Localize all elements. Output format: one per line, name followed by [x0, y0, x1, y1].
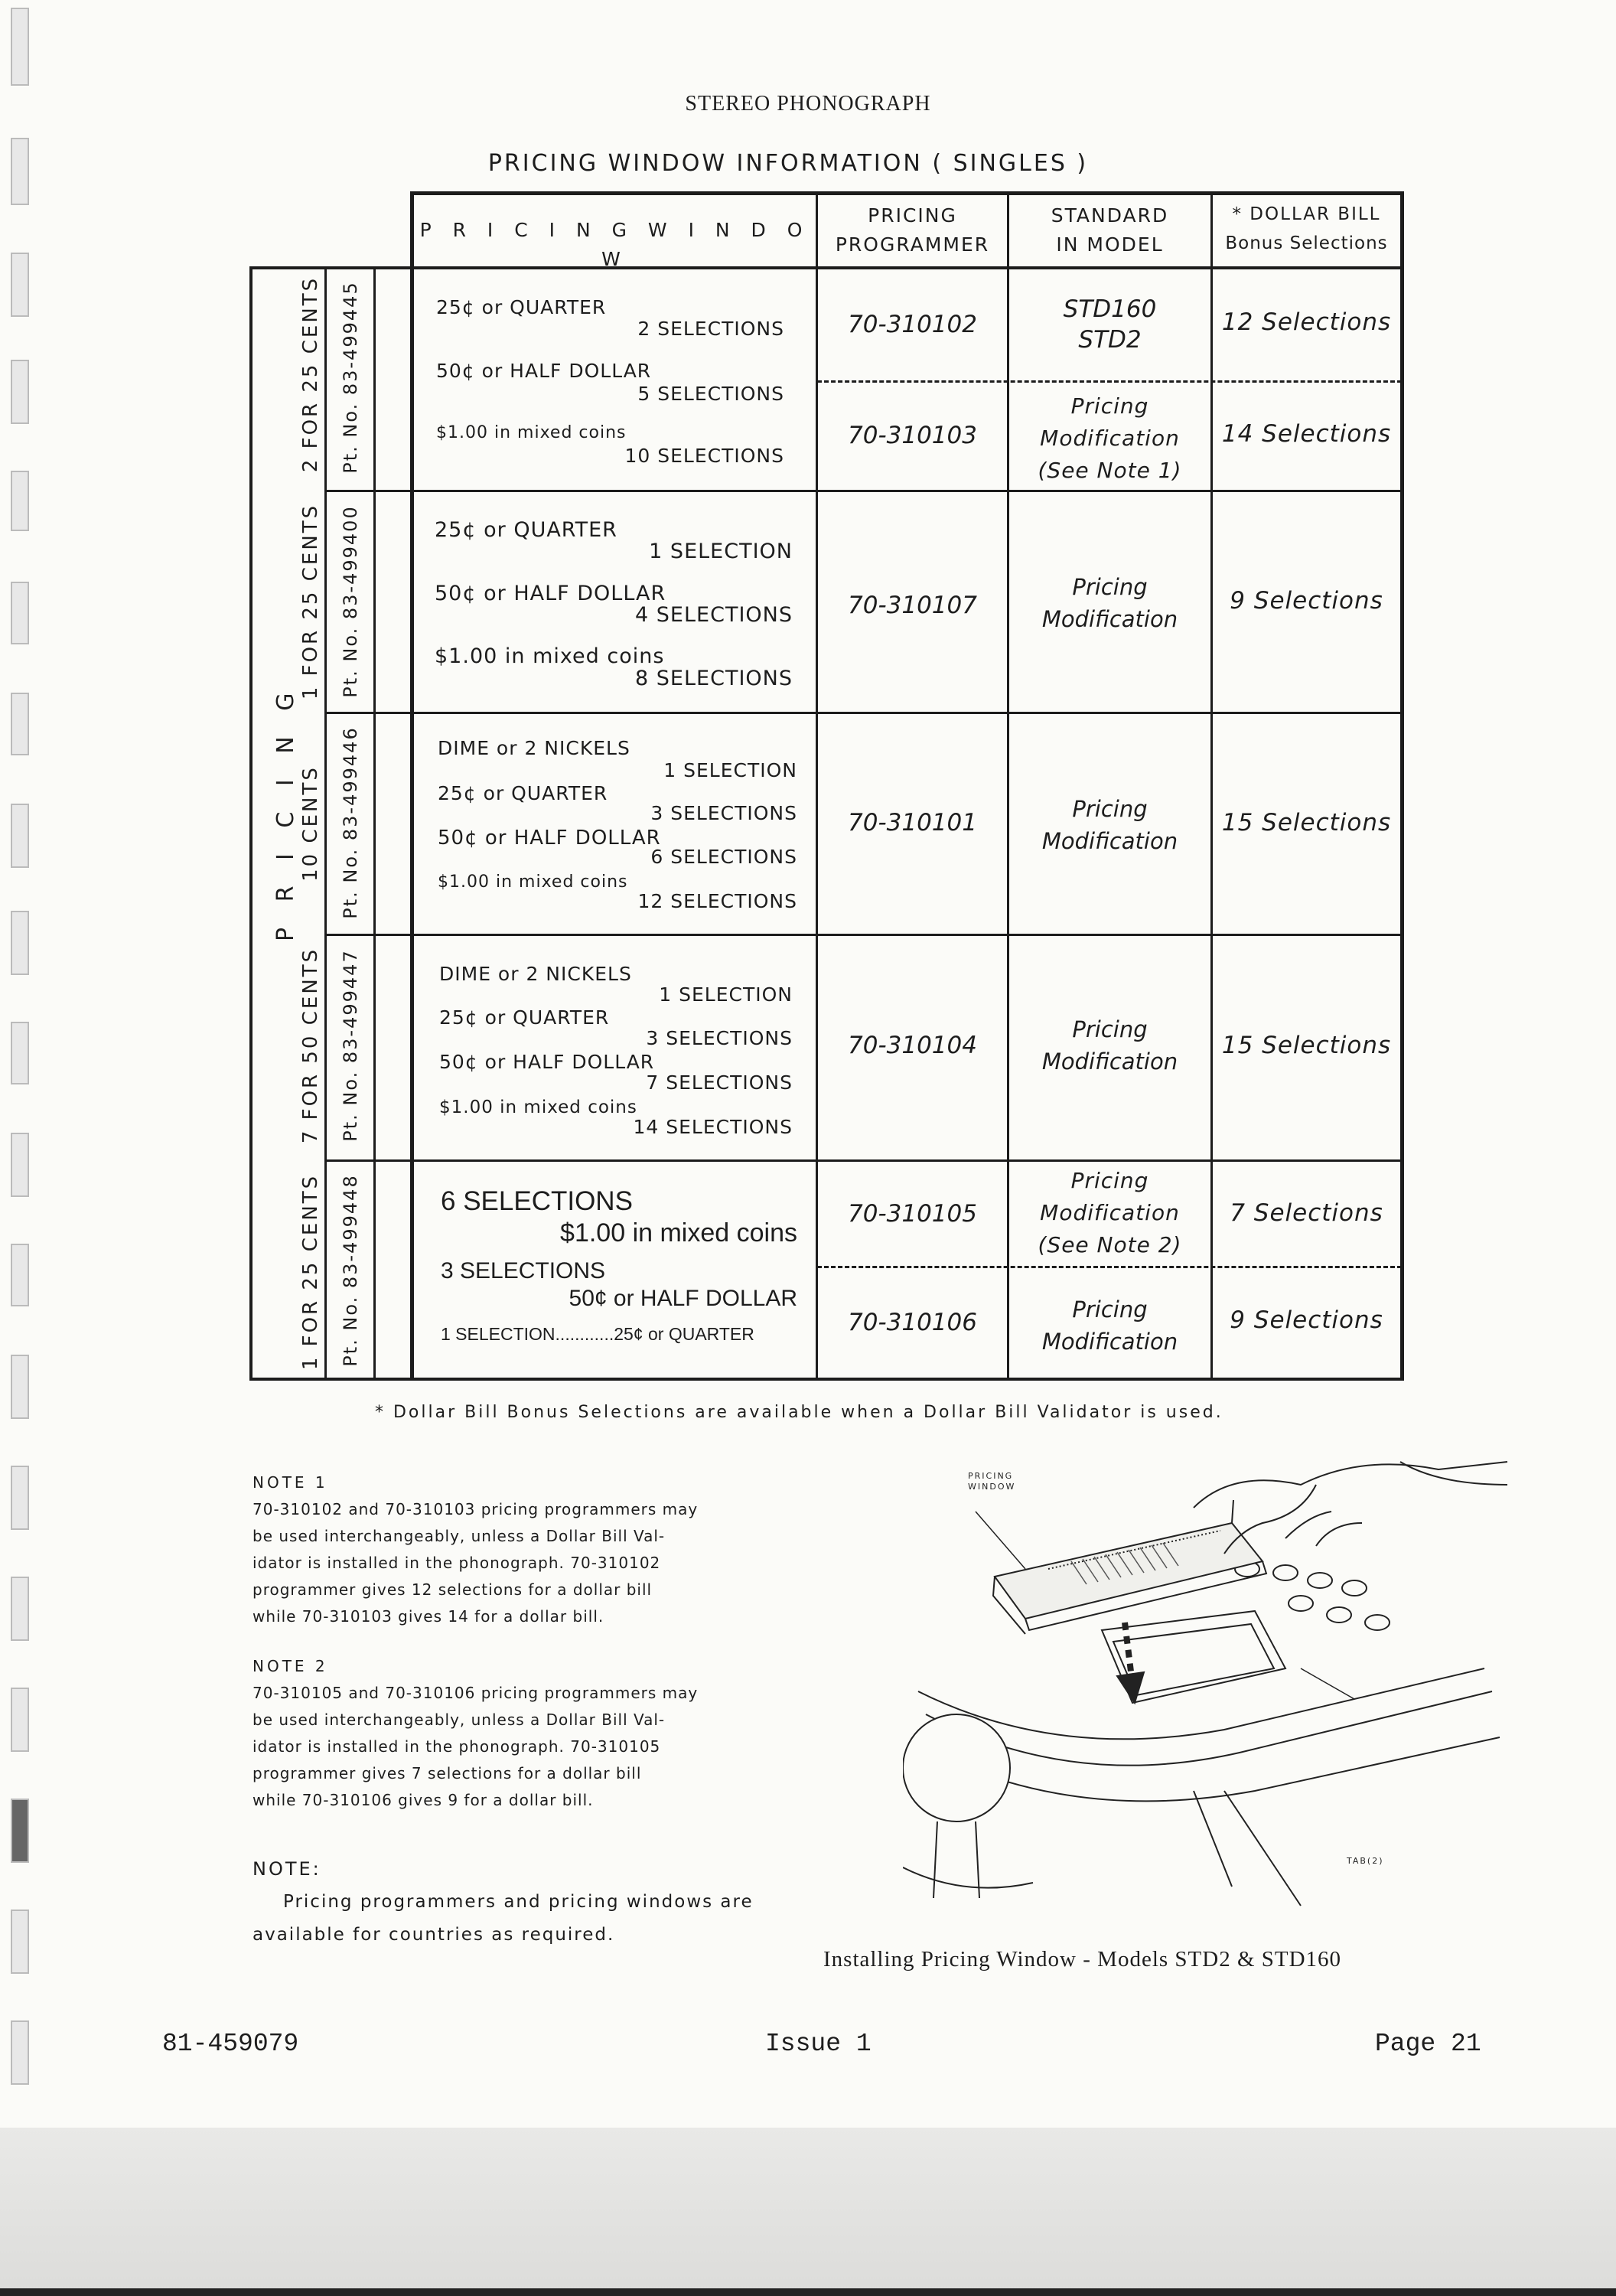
- row-part-number: Pt. No. 83-499445: [340, 281, 361, 474]
- column-header-dollar-bill: * DOLLAR BILL Bonus Selections: [1225, 204, 1388, 253]
- bonus-cell: 15 Selections: [1221, 1032, 1392, 1059]
- window-line: 50¢ or HALF DOLLAR: [438, 827, 661, 850]
- window-line: $1.00 in mixed coins: [439, 1097, 637, 1117]
- scan-edge-line: [0, 2288, 1616, 2296]
- window-line: DIME or 2 NICKELS: [438, 737, 630, 759]
- window-line: 3 SELECTIONS: [646, 1027, 793, 1049]
- window-line: 25¢ or QUARTER: [435, 518, 617, 542]
- bonus-cell: 15 Selections: [1221, 809, 1392, 837]
- window-line: 50¢ or HALF DOLLAR: [435, 582, 666, 605]
- window-line: 25¢ or QUARTER: [438, 782, 608, 804]
- row-label: 2 FOR 25 CENTS: [299, 276, 322, 473]
- bonus-cell: 9 Selections: [1230, 1306, 1383, 1334]
- window-line: 1 SELECTION: [663, 759, 797, 781]
- window-line: 6 SELECTIONS: [650, 846, 797, 868]
- programmer-cell: 70-310101: [848, 809, 977, 837]
- binder-strip: [11, 1799, 29, 1863]
- note-2: NOTE 2 70-310105 and 70-310106 pricing programmers may be used interchangeably, unless a Dollar Bill Val- idator is installed in the phonograph. 70-310105 programmer gives 7 selections for a dollar bill while 70-310106 gives 9 for a dollar bill.: [252, 1653, 834, 1814]
- window-line: 3 SELECTIONS: [441, 1258, 606, 1283]
- window-line: $1.00 in mixed coins: [560, 1218, 797, 1247]
- side-label-pricing: P R I C I N G: [272, 683, 299, 941]
- binder-strip: [11, 1688, 29, 1752]
- window-line: 1 SELECTION: [649, 540, 793, 563]
- standard-cell: Pricing Modification (See Note 2): [1038, 1168, 1182, 1257]
- row-part-number: Pt. No. 83-499446: [340, 726, 361, 919]
- standard-cell: Pricing Modification: [1041, 796, 1178, 854]
- window-line: 1 SELECTION............25¢ or QUARTER: [441, 1324, 754, 1344]
- window-line: 5 SELECTIONS: [637, 383, 784, 405]
- column-header-programmer: PRICING PROGRAMMER: [835, 204, 990, 256]
- doc-number: 81-459079: [162, 2030, 299, 2058]
- window-line: $1.00 in mixed coins: [438, 872, 628, 892]
- window-line: 10 SELECTIONS: [624, 445, 784, 467]
- note-title: NOTE 2: [252, 1657, 328, 1675]
- programmer-cell: 70-310106: [848, 1309, 977, 1336]
- standard-cell: Pricing Modification (See Note 1): [1038, 393, 1182, 483]
- standard-cell: Pricing Modification: [1041, 1296, 1178, 1355]
- note-3: NOTE: Pricing programmers and pricing windows are available for countries as required.: [252, 1854, 834, 1950]
- window-line: 6 SELECTIONS: [441, 1186, 633, 1216]
- row-label: 7 FOR 50 CENTS: [299, 947, 322, 1144]
- row-label: 1 FOR 25 CENTS: [299, 1173, 322, 1371]
- issue-label: Issue 1: [765, 2030, 872, 2058]
- row-part-number: Pt. No. 83-499400: [340, 505, 361, 698]
- binder-strip: [11, 1466, 29, 1530]
- column-header-pricing-window: P R I C I N G W I N D O W: [419, 219, 810, 270]
- window-line: $1.00 in mixed coins: [435, 644, 665, 668]
- binder-strip: [11, 2020, 29, 2085]
- label-pricing: PRICING: [968, 1471, 1014, 1481]
- window-line: 2 SELECTIONS: [637, 318, 784, 340]
- table-footnote: * Dollar Bill Bonus Selections are available when a Dollar Bill Validator is used.: [375, 1403, 1223, 1422]
- standard-cell: STD160 STD2: [1063, 295, 1157, 354]
- programmer-cell: 70-310107: [848, 592, 977, 619]
- window-line: 25¢ or QUARTER: [439, 1006, 610, 1029]
- window-line: 50¢ or HALF DOLLAR: [439, 1051, 655, 1073]
- window-line: 25¢ or QUARTER: [436, 296, 607, 318]
- scan-edge: [0, 2128, 1616, 2296]
- label-window: WINDOW: [968, 1482, 1016, 1492]
- window-line: 50¢ or HALF DOLLAR: [569, 1286, 797, 1311]
- window-line: 3 SELECTIONS: [650, 802, 797, 824]
- window-line: $1.00 in mixed coins: [436, 423, 627, 442]
- column-header-standard: STANDARD IN MODEL: [1051, 204, 1169, 256]
- window-line: 4 SELECTIONS: [635, 603, 793, 627]
- bonus-cell: 14 Selections: [1221, 420, 1392, 448]
- window-line: 50¢ or HALF DOLLAR: [436, 360, 652, 382]
- programmer-cell: 70-310105: [848, 1200, 977, 1228]
- window-line: DIME or 2 NICKELS: [439, 963, 632, 985]
- programmer-cell: 70-310103: [848, 422, 977, 449]
- note-title: NOTE 1: [252, 1473, 328, 1492]
- bonus-cell: 9 Selections: [1230, 587, 1383, 615]
- table-title: PRICING WINDOW INFORMATION ( SINGLES ): [487, 150, 1089, 177]
- programmer-cell: 70-310102: [848, 311, 977, 338]
- standard-cell: Pricing Modification: [1041, 1016, 1178, 1075]
- standard-cell: Pricing Modification: [1041, 574, 1178, 632]
- page-title: STEREO PHONOGRAPH: [685, 92, 931, 116]
- row-part-number: Pt. No. 83-499447: [340, 949, 361, 1142]
- window-line: 12 SELECTIONS: [637, 890, 797, 912]
- illustration-caption: Installing Pricing Window - Models STD2 & STD160: [823, 1947, 1342, 1971]
- window-line: 14 SELECTIONS: [633, 1116, 793, 1138]
- binder-strip: [11, 1910, 29, 1974]
- note-1: NOTE 1 70-310102 and 70-310103 pricing programmers may be used interchangeably, unless a Dollar Bill Val- idator is installed in the phonograph. 70-310102 programmer gives 12 selections for a dollar bill while 70-310103 gives 14 for a dollar bill.: [252, 1469, 834, 1630]
- row-part-number: Pt. No. 83-499448: [340, 1174, 361, 1367]
- pricing-window-illustration: [903, 1439, 1515, 1929]
- window-line: 7 SELECTIONS: [646, 1071, 793, 1094]
- row-label: 1 FOR 25 CENTS: [299, 503, 322, 700]
- row-label: 10 CENTS: [299, 765, 322, 882]
- bonus-cell: 12 Selections: [1221, 308, 1392, 336]
- page-number: Page 21: [1375, 2030, 1481, 2058]
- bonus-cell: 7 Selections: [1230, 1199, 1383, 1227]
- label-tab: TAB(2): [1347, 1856, 1384, 1866]
- window-line: 1 SELECTION: [659, 983, 793, 1006]
- window-line: 8 SELECTIONS: [635, 667, 793, 690]
- note-title: NOTE:: [252, 1858, 321, 1880]
- binder-strip: [11, 1577, 29, 1641]
- programmer-cell: 70-310104: [848, 1032, 977, 1059]
